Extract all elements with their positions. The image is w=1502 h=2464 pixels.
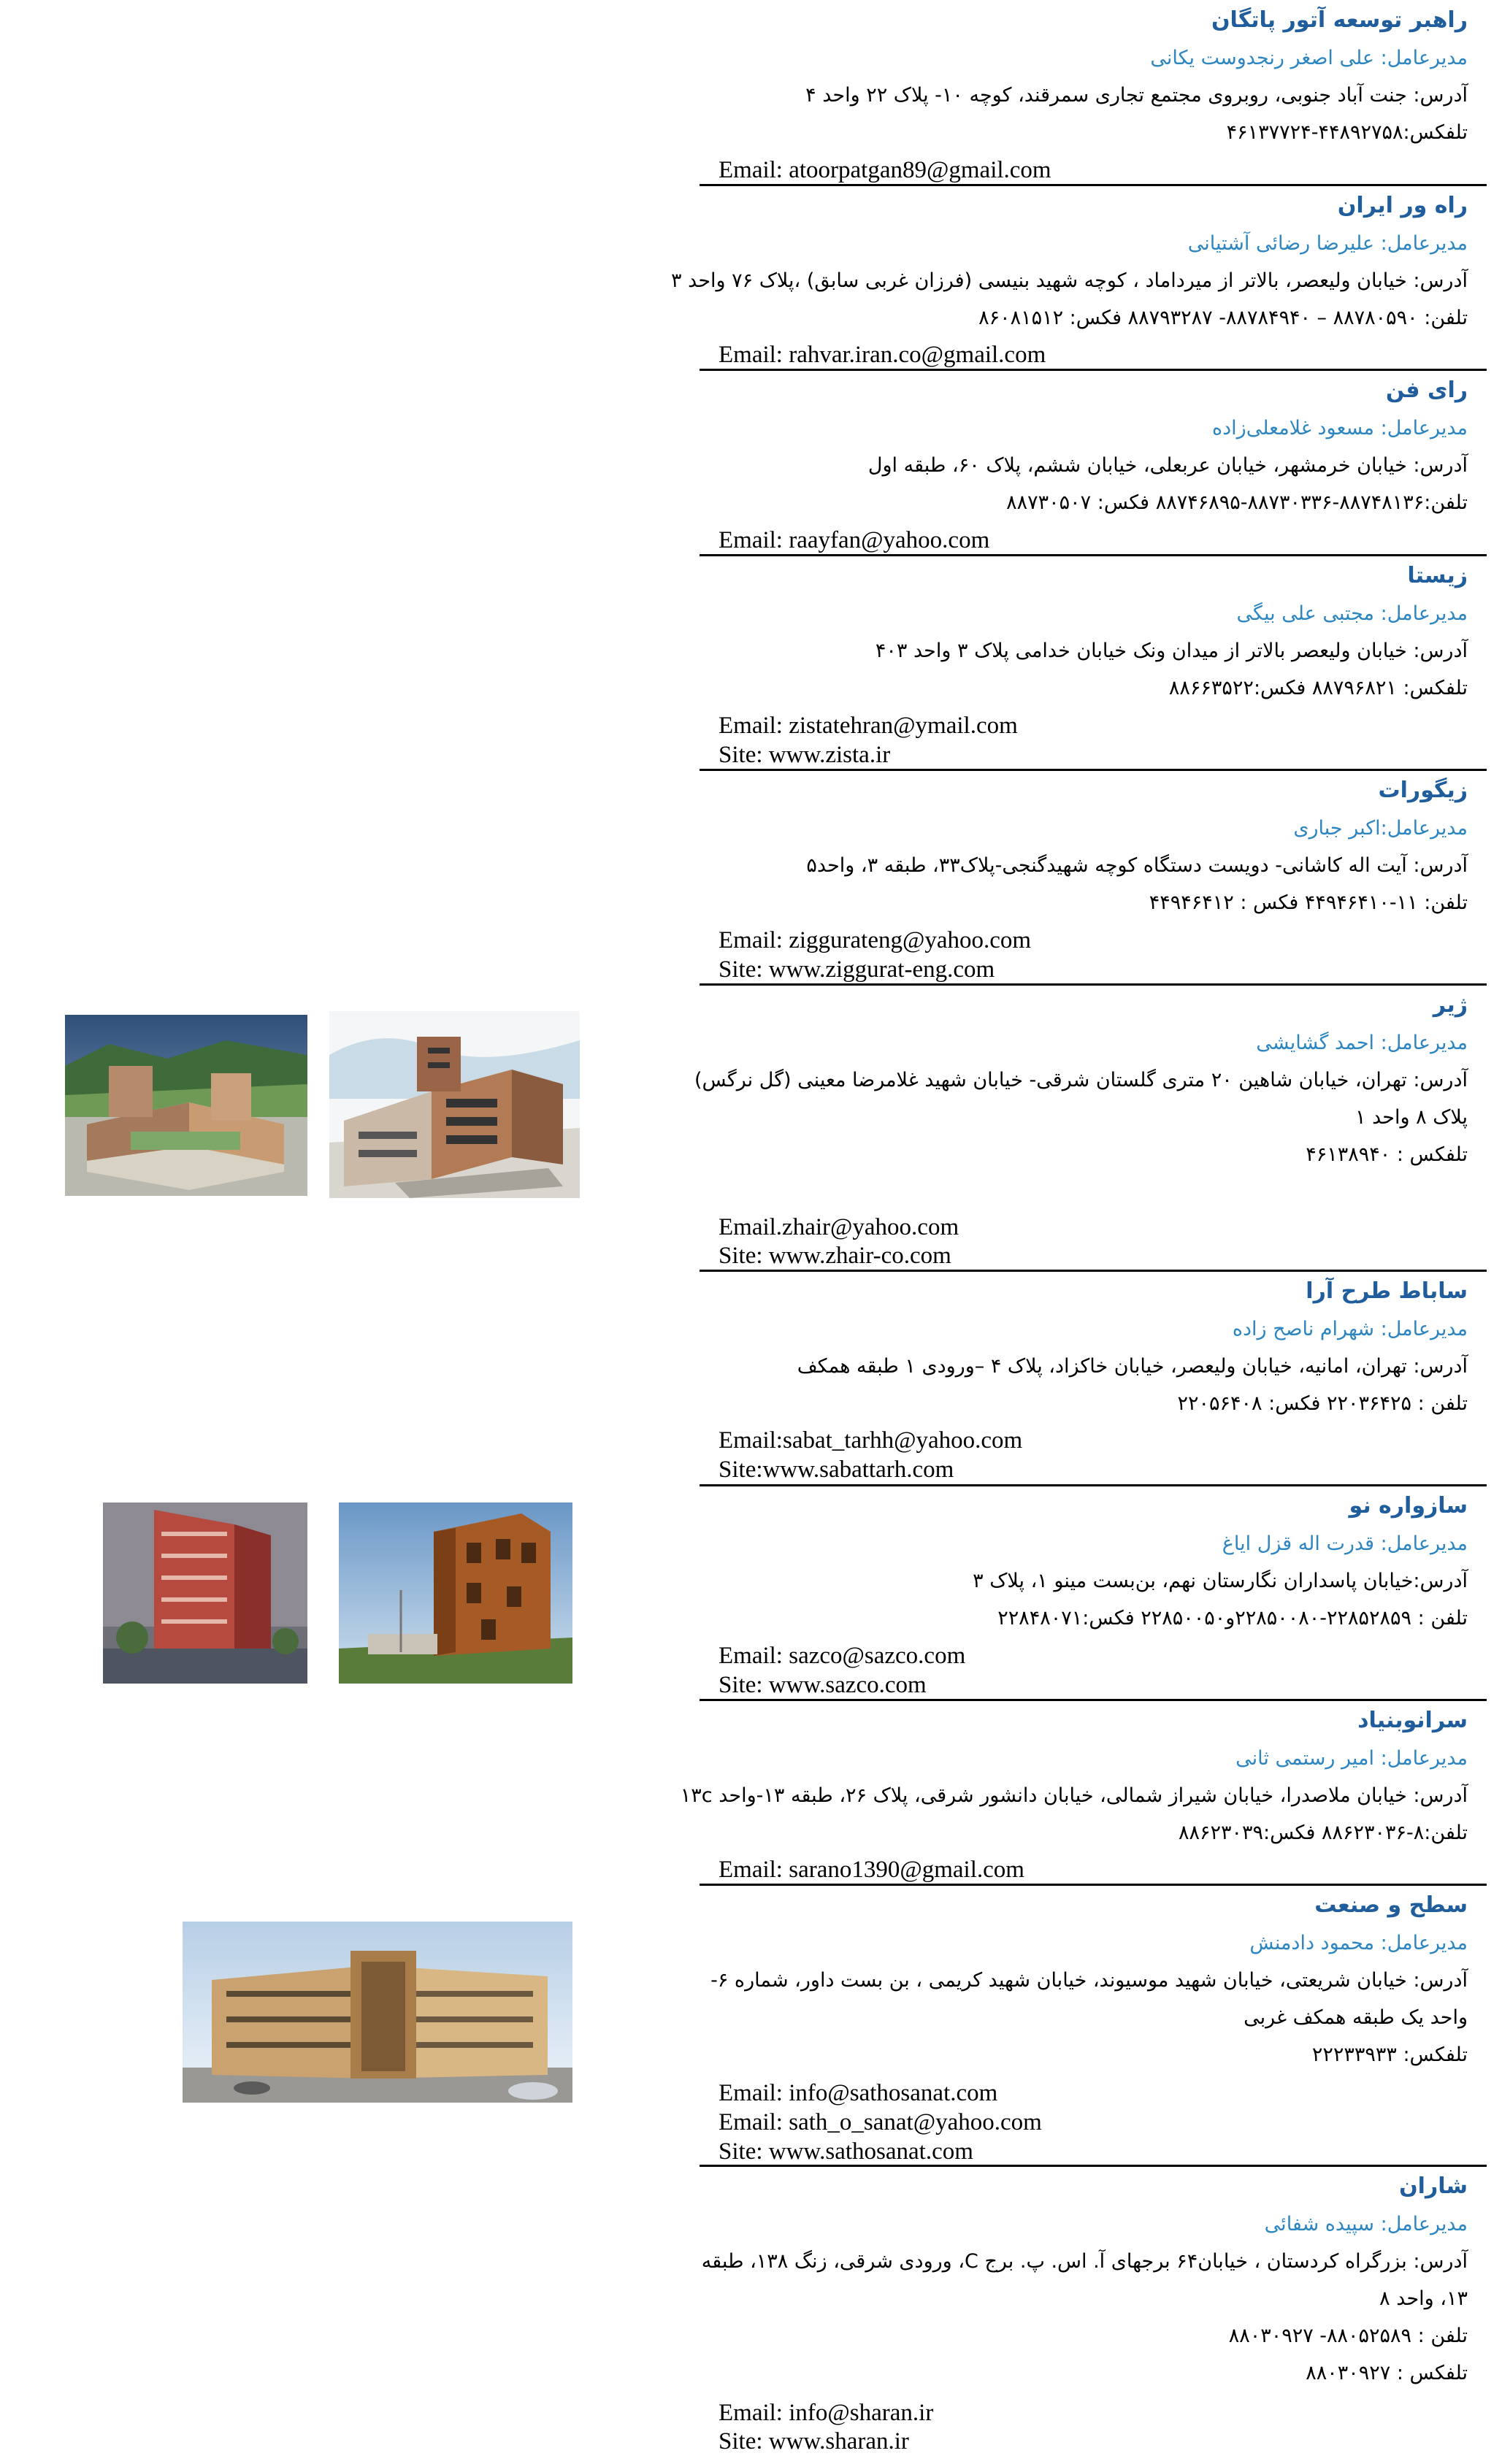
company-address: آدرس: خیابان ولیعصر بالاتر از میدان ونک خیابان خدامی پلاک ۳ واحد ۴۰۳ (875, 640, 1468, 662)
company-phone: تلفکس:۴۴۸۹۲۷۵۸-۴۶۱۳۷۷۲۴ (1226, 121, 1468, 144)
company-name: سازواره نو (1349, 1493, 1468, 1519)
company-directory (671, 0, 1487, 2464)
company-name: راه ور ایران (1337, 193, 1468, 218)
company-address: آدرس: خیابان خرمشهر، خیابان عربعلی، خیابان ششم، پلاک ۶۰، طبقه اول (867, 454, 1468, 477)
company-name: ساباط طرح آرا (1306, 1278, 1468, 1304)
company-phone: تلفن: ۸۸۷۸۰۵۹۰ – ۸۸۷۸۴۹۴۰- ۸۸۷۹۳۲۸۷ فکس: ۸۶۰۸۱۵۱۲ (978, 307, 1468, 329)
company-entry (694, 986, 1487, 1272)
company-entry (700, 556, 1487, 771)
company-address: آدرس: خیابان شریعتی، خیابان شهید موسیوند، خیابان شهید کریمی ، بن بست داور، شماره ۶- (710, 1969, 1468, 1992)
company-phone: تلفن : ۸۸۰۵۲۵۸۹- ۸۸۰۳۰۹۲۷ (1228, 2325, 1468, 2347)
company-entry (700, 771, 1487, 986)
company-entry (680, 1701, 1487, 1886)
email-link[interactable]: Email: sarano1390@gmail.com (719, 1857, 1024, 1883)
company-phone: تلفن:۸۸۷۴۸۱۳۶-۸۸۷۳۰۳۳۶-۸۸۷۴۶۸۹۵ فکس: ۸۸۷۳۰۵۰۷ (1006, 491, 1468, 514)
email-link[interactable]: Email:sabat_tarhh@yahoo.com (719, 1427, 1023, 1454)
project-photo (103, 1502, 307, 1684)
email-link-secondary[interactable]: Email: sath_o_sanat@yahoo.com (719, 2109, 1042, 2135)
company-manager: مدیرعامل: شهرام ناصح زاده (1232, 1318, 1468, 1340)
email-link[interactable]: Email: info@sathosanat.com (719, 2080, 998, 2106)
email-link[interactable]: Email: zistatehran@ymail.com (719, 713, 1018, 739)
company-name: سرانوبنیاد (1357, 1708, 1468, 1733)
company-manager: مدیرعامل: قدرت اله قزل ایاغ (1222, 1532, 1468, 1555)
company-name: راهبر توسعه آتور پاتگان (1211, 7, 1468, 33)
company-phone: تلفن: ۱۱-۴۴۹۴۶۴۱۰ فکس : ۴۴۹۴۶۴۱۲ (1149, 891, 1468, 914)
email-link[interactable]: Email: rahvar.iran.co@gmail.com (719, 342, 1046, 368)
website-link[interactable]: Site: www.sathosanat.com (719, 2138, 973, 2165)
company-entry (700, 0, 1487, 186)
company-manager: مدیرعامل: محمود دادمنش (1249, 1932, 1468, 1954)
company-address-continued: واحد یک طبقه همکف غربی (1244, 2006, 1468, 2029)
company-address: آدرس: آیت اله کاشانی- دویست دستگاه کوچه شهیدگنجی-پلاک۳۳، طبقه ۳، واحد۵ (806, 854, 1468, 877)
company-address: آدرس: بزرگراه کردستان ، خیابان۶۴ برجهای آ. اس. پ. برج C، ورودی شرقی، زنگ ۱۳۸، طبقه (701, 2250, 1468, 2273)
company-address: آدرس:خیابان پاسداران نگارستان نهم، بن‌بست مینو ۱، پلاک ۳ (973, 1570, 1468, 1592)
project-photo (183, 1922, 572, 2103)
email-link[interactable]: Email: sazco@sazco.com (719, 1643, 966, 1669)
email-link[interactable]: Email: ziggurateng@yahoo.com (719, 927, 1032, 953)
company-manager: مدیرعامل: احمد گشایشی (1256, 1032, 1468, 1054)
company-phone: تلفکس : ۴۶۱۳۸۹۴۰ (1306, 1143, 1468, 1166)
email-link[interactable]: Email.zhair@yahoo.com (719, 1214, 959, 1240)
project-photo (339, 1502, 572, 1684)
company-phone: تلفن : ۲۲۸۵۲۸۵۹-۲۲۸۵۰۰۸۰و۲۲۸۵۰۰۵۰ فکس:۲۲۸۴۸۰۷۱ (997, 1607, 1468, 1630)
company-phone: تلفن:۸-۸۸۶۲۳۰۳۶ فکس:۸۸۶۲۳۰۳۹ (1179, 1822, 1468, 1844)
project-photo (329, 1011, 580, 1198)
company-entry (700, 1272, 1487, 1486)
company-manager: مدیرعامل: علی اصغر رنجدوست یکانی (1150, 47, 1468, 69)
project-photo (65, 1015, 307, 1196)
company-phone: تلفن : ۲۲۰۳۶۴۲۵ فکس: ۲۲۰۵۶۴۰۸ (1177, 1392, 1468, 1415)
company-address-continued: پلاک ۸ واحد ۱ (1355, 1106, 1468, 1129)
company-phone: تلفکس: ۲۲۲۳۳۹۳۳ (1311, 2043, 1468, 2066)
company-phone-secondary: تلفکس : ۸۸۰۳۰۹۲۷ (1306, 2362, 1468, 2384)
website-link[interactable]: Site: www.zhair-co.com (719, 1243, 951, 1269)
company-manager: مدیرعامل: علیرضا رضائی آشتیانی (1187, 232, 1468, 255)
company-name: شاران (1399, 2173, 1468, 2199)
company-name: ژیر (1433, 992, 1468, 1018)
company-name: رای فن (1385, 377, 1468, 403)
company-phone: تلفکس: ۸۸۷۹۶۸۲۱ فکس:۸۸۶۶۳۵۲۲ (1168, 677, 1468, 699)
website-link[interactable]: Site: www.zista.ir (719, 742, 891, 768)
company-address: آدرس: جنت آباد جنوبی، روبروی مجتمع تجاری سمرقند، کوچه ۱۰- پلاک ۲۲ واحد ۴ (805, 84, 1468, 107)
company-address-continued: ۱۳، واحد ۸ (1379, 2287, 1468, 2310)
company-address: آدرس: تهران، امانیه، خیابان ولیعصر، خیابان خاکزاد، پلاک ۴ –ورودی ۱ طبقه همکف (797, 1355, 1468, 1378)
website-link[interactable]: Site: www.sharan.ir (719, 2428, 909, 2455)
email-link[interactable]: Email: info@sharan.ir (719, 2400, 934, 2426)
website-link[interactable]: Site: www.ziggurat-eng.com (719, 956, 995, 983)
company-entry (700, 1486, 1487, 1701)
company-name: زیستا (1407, 563, 1468, 588)
company-name: سطح و صنعت (1314, 1892, 1468, 1918)
company-entry (700, 371, 1487, 556)
company-address: آدرس: تهران، خیابان شاهین ۲۰ متری گلستان شرقی- خیابان شهید غلامرضا معینی (گل نرگس) (694, 1069, 1468, 1091)
email-link[interactable]: Email: atoorpatgan89@gmail.com (719, 157, 1051, 183)
company-entry (700, 1886, 1487, 2167)
company-name: زیگورات (1378, 778, 1468, 803)
email-link[interactable]: Email: raayfan@yahoo.com (719, 527, 990, 553)
company-entry (700, 2167, 1487, 2464)
company-manager: مدیرعامل: سپیده شفائی (1264, 2213, 1468, 2235)
company-manager: مدیرعامل: امیر رستمی ثانی (1235, 1747, 1468, 1770)
website-link[interactable]: Site: www.sazco.com (719, 1672, 927, 1698)
company-entry (671, 186, 1487, 371)
website-link[interactable]: Site:www.sabattarh.com (719, 1456, 954, 1483)
company-address: آدرس: خیابان ولیعصر، بالاتر از میرداماد ، کوچه شهید بنیسی (فرزان غربی سابق) ،پلاک ۷۶ واحد ۳ (671, 269, 1468, 292)
company-manager: مدیرعامل: مجتبی علی بیگی (1236, 602, 1468, 625)
company-manager: مدیرعامل:اکبر جباری (1293, 817, 1468, 840)
company-address: آدرس: خیابان ملاصدرا، خیابان شیراز شمالی، خیابان دانشور شرقی، پلاک ۲۶، طبقه ۱۳-واحد ۱۳c (680, 1784, 1468, 1807)
company-manager: مدیرعامل: مسعود غلامعلی‌زاده (1212, 417, 1468, 440)
